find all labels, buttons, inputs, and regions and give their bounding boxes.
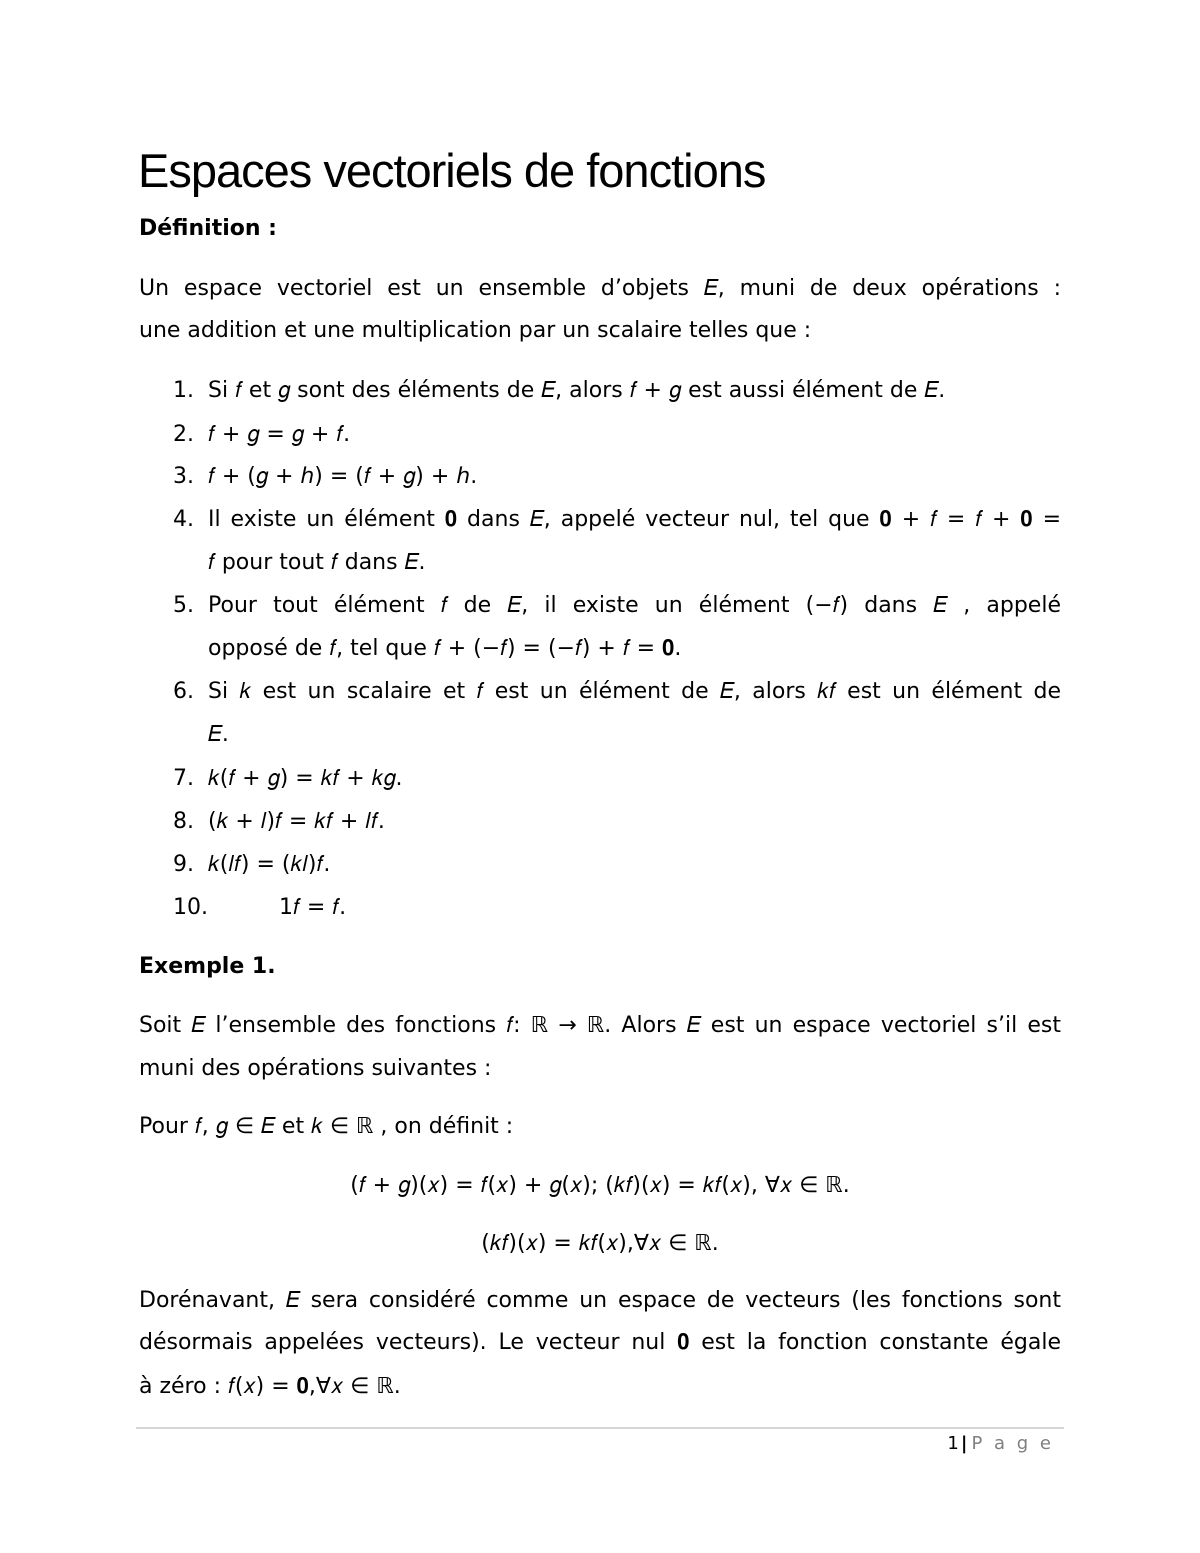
conclusion-line-1: Dorénavant, 𝐸 sera considéré comme un espace de vecteurs (les fonctions sont <box>139 1288 1061 1313</box>
axiom-text: 𝑓 + 𝑔 = 𝑔 + 𝑓. <box>208 422 351 447</box>
page-footer <box>947 1432 1054 1456</box>
define-line: Pour 𝑓, 𝑔 ∈ 𝐸 et 𝑘 ∈ ℝ , on définit : <box>139 1114 514 1139</box>
axiom-number: 6. <box>173 679 194 704</box>
axiom-text: Il existe un élément 𝟎 dans 𝐸, appelé vecteur nul, tel que 𝟎 + 𝑓 = 𝑓 + 𝟎 = <box>208 507 1061 532</box>
formula-operations: (𝑓 + 𝑔)(𝑥) = 𝑓(𝑥) + 𝑔(𝑥); (𝑘𝑓)(𝑥) = 𝑘𝑓(𝑥), ∀𝑥 ∈ ℝ. <box>350 1173 850 1198</box>
axiom-number: 9. <box>173 852 194 877</box>
axiom-text: 𝑓 + (𝑔 + ℎ) = (𝑓 + 𝑔) + ℎ. <box>208 464 478 489</box>
definition-line-1: Un espace vectoriel est un ensemble d’objets 𝐸, muni de deux opérations : <box>139 276 1061 301</box>
definition-heading: Définition : <box>139 216 277 241</box>
axiom-text: 1𝑓 = 𝑓. <box>279 895 347 920</box>
axiom-number: 1. <box>173 378 194 403</box>
axiom-number: 7. <box>173 766 194 791</box>
axiom-number: 3. <box>173 464 194 489</box>
conclusion-line-2: désormais appelées vecteurs). Le vecteur nul 𝟎 est la fonction constante égale <box>139 1330 1061 1355</box>
example-line-1: Soit 𝐸 l’ensemble des fonctions 𝑓: ℝ → ℝ. Alors 𝐸 est un espace vectoriel s’il est <box>139 1013 1061 1038</box>
axiom-text-continued: 𝑓 pour tout 𝑓 dans 𝐸. <box>208 550 426 575</box>
footer-separator: | <box>960 1433 968 1454</box>
footer-divider <box>136 1427 1064 1429</box>
axiom-text: Pour tout élément 𝑓 de 𝐸, il existe un élément (−𝑓) dans 𝐸 , appelé <box>208 593 1061 618</box>
axiom-text: Si 𝑘 est un scalaire et 𝑓 est un élément de 𝐸, alors 𝑘𝑓 est un élément de <box>208 679 1061 704</box>
axiom-number: 10. <box>173 895 208 920</box>
axiom-number: 2. <box>173 422 194 447</box>
definition-line-2: une addition et une multiplication par un scalaire telles que : <box>139 318 812 343</box>
axiom-text: 𝑘(𝑙𝑓) = (𝑘𝑙)𝑓. <box>208 852 331 877</box>
axiom-number: 8. <box>173 809 194 834</box>
axiom-number: 5. <box>173 593 194 618</box>
page-label: P a g e <box>971 1433 1054 1454</box>
axiom-text: Si 𝑓 et 𝑔 sont des éléments de 𝐸, alors 𝑓 + 𝑔 est aussi élément de 𝐸. <box>208 378 946 403</box>
formula-scalar: (𝑘𝑓)(𝑥) = 𝑘𝑓(𝑥),∀𝑥 ∈ ℝ. <box>481 1231 719 1256</box>
example-line-2: muni des opérations suivantes : <box>139 1056 492 1081</box>
page-number: 1 <box>947 1433 959 1454</box>
axiom-text: (𝑘 + 𝑙)𝑓 = 𝑘𝑓 + 𝑙𝑓. <box>208 809 385 834</box>
conclusion-line-3: à zéro : 𝑓(𝑥) = 𝟎,∀𝑥 ∈ ℝ. <box>139 1374 401 1399</box>
axiom-text: 𝑘(𝑓 + 𝑔) = 𝑘𝑓 + 𝑘𝑔. <box>208 766 403 791</box>
page-title: Espaces vectoriels de fonctions <box>138 144 766 197</box>
example-heading: Exemple 1. <box>139 954 276 979</box>
axiom-text-continued: 𝐸. <box>208 722 229 747</box>
axiom-number: 4. <box>173 507 194 532</box>
axiom-text-continued: opposé de 𝑓, tel que 𝑓 + (−𝑓) = (−𝑓) + 𝑓 = 𝟎. <box>208 636 682 661</box>
